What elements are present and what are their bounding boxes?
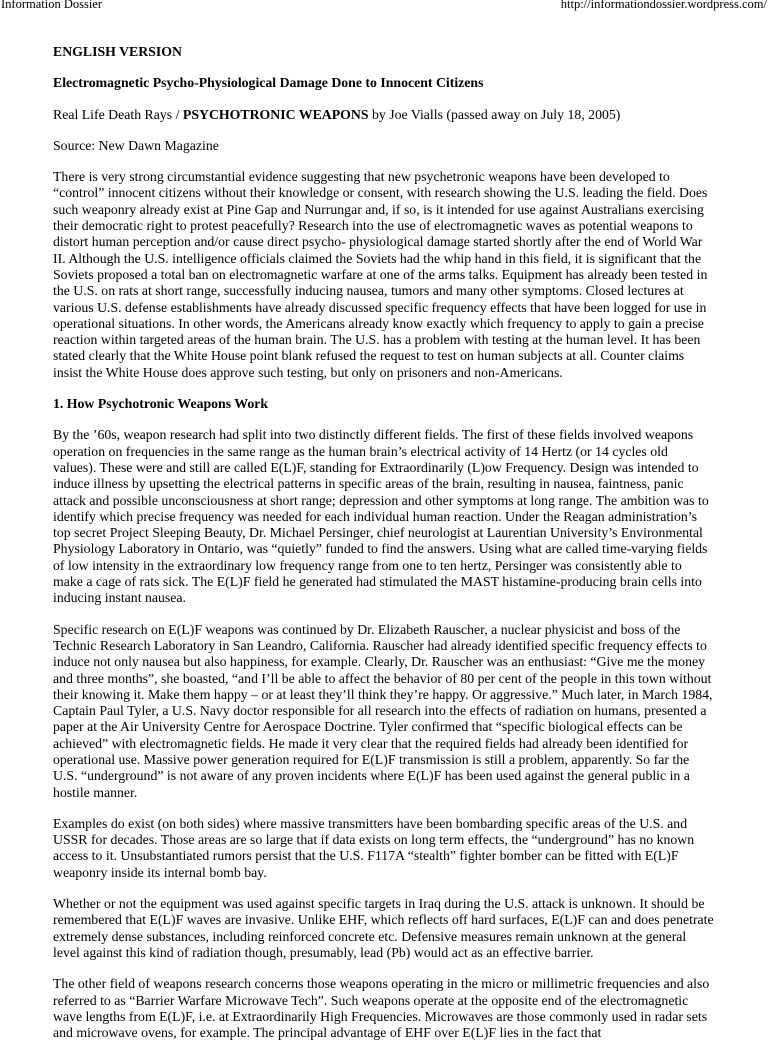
paragraph-4: Whether or not the equipment was used against specific targets in Iraq during the U.S. attack is unknown. It should be remembered that E(L)F waves are invasive. Unlike EHF, which reflects off hard surfaces, E(L)F can and does penetrate extremely dense substances, including reinforced concrete etc. Defensive measures remain unknown at the general level against this kind of radiation though, presumably, lead (Pb) would act as an effective barrier. [53, 896, 714, 960]
version-label: ENGLISH VERSION [53, 44, 182, 59]
byline-prefix: Real Life Death Rays / [53, 106, 183, 122]
page-header [0, 0, 768, 14]
paragraph-5: The other field of weapons research concerns those weapons operating in the micro or millimetric frequencies and also referred to as “Barrier Warfare Microwave Tech”. Such weapons operate at the opposite end of the electromagnetic wave lengths from E(L)F, i.e. at Extraordinarily High Frequencies. Microwaves are those commonly used in radar sets and microwave ovens, for example. The principal advantage of EHF over E(L)F lies in the fact that [53, 976, 710, 1041]
source-line: Source: New Dawn Magazine [53, 137, 219, 153]
paragraph-1: By the ’60s, weapon research had split into two distinctly different fields. The first of these fields involved weapons operation on frequencies in the same range as the human brain’s electrical activity of 14 Hertz (or 14 cycles old values). These were and still are called E(L)F, standing for Extraordinarily (L)ow Frequency. Design was intended to induce illness by upsetting the electrical patterns in specific areas of the brain, resulting in nausea, faintness, panic attack and possible unconsciousness at short range; depression and other symptoms at long range. The ambition was to identify which precise frequency was needed for each individual human reaction. Under the Reagan administration’s top secret Project Sleeping Beauty, Dr. Michael Persinger, chief neurologist at Laurentian University’s Environmental Physiology Laboratory in Ontario, was “quietly” funded to find the answers. Using what are called time-varying fields of low intensity in the extraordinary low frequency range from one to ten hertz, Persinger was consistently able to make a cage of rats sick. The E(L)F field he generated had stimulated the MAST histamine-producing brain cells into inducing instant nausea. [53, 427, 709, 606]
section-heading: 1. How Psychotronic Weapons Work [53, 396, 269, 412]
document-title: Electromagnetic Psycho-Physiological Damage Done to Innocent Citizens [53, 75, 484, 91]
paragraph-2: Specific research on E(L)F weapons was continued by Dr. Elizabeth Rauscher, a nuclear physicist and boss of the Technic Research Laboratory in San Leandro, California. Rauscher had already identified specific frequency effects to induce not only nausea but also happiness, for example. Clearly, Dr. Rauscher was an enthusiast: “Give me the money and three months”, she boasted, “and I’ll be able to affect the behavior of 80 per cent of the people in this town without their knowing it. Make them happy – or at least they’ll think they’re happy. Or aggressive.” Much later, in March 1984, Captain Paul Tyler, a U.S. Navy doctor responsible for all research into the effects of radiation on humans, presented a paper at the Air University Centre for Aerospace Doctrine. Tyler confirmed that “specific biological effects can be achieved” with electromagnetic fields. He made it very clear that the required fields had already been identified for operational use. Massive power generation required for E(L)F transmission is still a problem, apparently. So far the U.S. “underground” is not aware of any proven incidents where E(L)F has been used against the general public in a hostile manner. [53, 621, 713, 800]
intro-paragraph: There is very strong circumstantial evidence suggesting that new psychetronic weapons have been developed to “control” innocent citizens without their knowledge or consent, with research showing the U.S. leading the field. Does such weaponry already exist at Pine Gap and Nurrungar and, if so, is it intended for use against Australians exercising their democratic right to protest peacefully? Research into the use of electromagnetic waves as potential weapons to distort human perception and/or cause direct psycho- physiological damage started shortly after the end of World War II. Although the U.S. intelligence officials claimed the Soviets had the whip hand in this field, it is significant that the Soviets proposed a total ban on electromagnetic warfare at one of the arms talks. Equipment has already been tested in the U.S. on rats at short range, successfully inducing nausea, tumors and many other symptoms. Closed lectures at various U.S. defense establishments have already discussed specific frequency effects that have been logged for use in operational situations. In other words, the Americans already know exactly which frequency to apply to gain a precise reaction within targeted areas of the human brain. The U.S. has a problem with testing at the human level. It has been stated clearly that the White House point blank refused the request to test on human subjects at all. Counter claims insist the White House does approve such testing, but only on prisoners and non-Americans. [53, 169, 708, 380]
document-body [53, 44, 714, 1056]
header-site-name: Information Dossier [1, 0, 103, 11]
byline [53, 107, 714, 123]
byline-topic: PSYCHOTRONIC WEAPONS [182, 106, 369, 122]
paragraph-3: Examples do exist (on both sides) where massive transmitters have been bombarding specific areas of the U.S. and USSR for decades. Those areas are so large that if data exists on long term effects, the “underground” has no known access to it. Unsubstantiated rumors persist that the U.S. F117A “stealth” fighter bomber can be fitted with E(L)F weaponry inside its internal bomb bay. [53, 815, 695, 880]
header-site-url[interactable]: http://informationdossier.wordpress.com/ [560, 0, 767, 11]
byline-author: by Joe Vialls (passed away on July 18, 2005) [368, 106, 621, 122]
